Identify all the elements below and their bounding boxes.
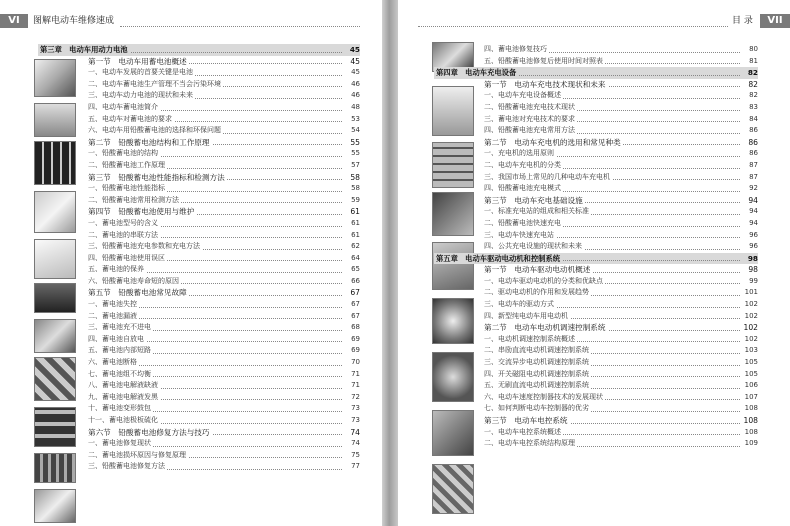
toc-page-number: 82 xyxy=(741,90,758,102)
toc-entry-title: 八、蓄电池电解液缺液 xyxy=(88,380,160,392)
toc-page-number: 92 xyxy=(741,183,758,195)
toc-entry-title: 七、蓄电池组不均衡 xyxy=(88,369,153,381)
toc-item-row[interactable] xyxy=(484,438,758,450)
toc-page-number: 67 xyxy=(343,299,360,311)
toc-item-row[interactable] xyxy=(88,125,360,137)
toc-item-row[interactable] xyxy=(88,450,360,462)
toc-section-row[interactable] xyxy=(484,137,758,149)
toc-item-row[interactable] xyxy=(484,160,758,172)
toc-entry-title: 四、铅酸蓄电池充电模式 xyxy=(484,183,563,195)
toc-entry-title: 三、我国市场上常见的几种电动车充电机 xyxy=(484,172,612,184)
toc-page-number: 94 xyxy=(741,206,758,218)
toc-entry-title: 三、交流异步电动机调速控制系统 xyxy=(484,357,591,369)
toc-page-number: 86 xyxy=(741,125,758,137)
toc-entry-title: 第一节 电动车充电技术现状和未来 xyxy=(484,79,606,89)
toc-page-number: 98 xyxy=(741,253,758,265)
toc-chapter-row[interactable] xyxy=(38,44,360,56)
toc-entry-title: 第三节 电动车电控系统 xyxy=(484,416,568,425)
toc-item-row[interactable] xyxy=(484,241,758,253)
toc-page-number: 45 xyxy=(343,56,360,68)
toc-item-row[interactable] xyxy=(484,44,758,56)
toc-page-number: 94 xyxy=(741,218,758,230)
toc-page-number: 101 xyxy=(741,287,758,299)
toc-entry-title: 二、铅酸蓄电池工作原理 xyxy=(88,160,167,172)
toc-page-number: 87 xyxy=(741,160,758,172)
toc-section-row[interactable] xyxy=(88,172,360,184)
toc-entry-title: 一、电动车发展的首要关键是电池 xyxy=(88,67,195,79)
toc-entry-title: 一、铅酸蓄电池性能指标 xyxy=(88,183,167,195)
right-toc xyxy=(434,44,758,450)
toc-page-number: 57 xyxy=(343,160,360,172)
toc-page-number: 99 xyxy=(741,276,758,288)
book-title: 图解电动车维修速成 xyxy=(33,16,115,26)
toc-entry-title: 第二节 电动车电动机调速控制系统 xyxy=(484,323,606,333)
toc-page-number: 83 xyxy=(741,102,758,114)
toc-entry-title: 第二节 铅酸蓄电池结构和工作原理 xyxy=(88,137,210,147)
toc-entry-title: 二、蓄电池漏液 xyxy=(88,311,139,323)
toc-page-number: 71 xyxy=(343,380,360,392)
toc-entry-title: 一、铅酸蓄电池的结构 xyxy=(88,148,160,160)
toc-item-row[interactable] xyxy=(88,403,360,415)
toc-page-number: 102 xyxy=(741,311,758,323)
toc-chapter-row[interactable] xyxy=(434,67,758,79)
left-page-number: VI xyxy=(0,14,28,28)
toc-entry-title: 四、铅酸蓄电池充电常用方法 xyxy=(484,125,577,137)
toc-item-row[interactable] xyxy=(88,392,360,404)
toc-page-number: 58 xyxy=(343,172,360,184)
toc-entry-title: 七、如何判断电动车控制器的优劣 xyxy=(484,403,591,415)
toc-section-row[interactable] xyxy=(88,137,360,149)
toc-page-number: 68 xyxy=(343,322,360,334)
toc-page-number: 105 xyxy=(741,357,758,369)
toc-item-row[interactable] xyxy=(484,403,758,415)
toc-entry-title: 一、蓄电池失控 xyxy=(88,299,139,311)
toc-section-row[interactable] xyxy=(484,322,758,334)
toc-entry-title: 第三节 铅酸蓄电池性能指标和检测方法 xyxy=(88,172,225,182)
toc-entry-title: 四、蓄电池自放电 xyxy=(88,334,146,346)
toc-entry-title: 第四章 电动车充电设备 xyxy=(436,68,517,78)
toc-item-row[interactable] xyxy=(88,276,360,288)
toc-page-number: 67 xyxy=(343,311,360,323)
toc-section-row[interactable] xyxy=(88,287,360,299)
toc-entry-title: 五、蓄电池内部短路 xyxy=(88,345,153,357)
toc-item-row[interactable] xyxy=(88,148,360,160)
toc-page-number: 65 xyxy=(343,264,360,276)
toc-item-row[interactable] xyxy=(88,90,360,102)
toc-page-number: 82 xyxy=(741,79,758,91)
toc-page-number: 66 xyxy=(343,276,360,288)
toc-page-number: 48 xyxy=(343,102,360,114)
toc-page-number: 46 xyxy=(343,90,360,102)
toc-entry-title: 三、电动车快速充电站 xyxy=(484,230,556,242)
toc-item-row[interactable] xyxy=(484,276,758,288)
toc-entry-title: 一、电动机调速控制系统概述 xyxy=(484,334,577,346)
control-board-photo-icon xyxy=(432,464,474,514)
toc-entry-title: 五、电动车对蓄电池的要求 xyxy=(88,114,174,126)
toc-item-row[interactable] xyxy=(88,311,360,323)
toc-item-row[interactable] xyxy=(484,125,758,137)
toc-page-number: 67 xyxy=(343,287,360,299)
toc-item-row[interactable] xyxy=(484,345,758,357)
toc-item-row[interactable] xyxy=(484,218,758,230)
toc-entry-title: 一、电动车驱动电动机的分类和优缺点 xyxy=(484,276,605,288)
toc-page-number: 69 xyxy=(343,334,360,346)
toc-page-number: 45 xyxy=(343,44,360,56)
left-toc xyxy=(38,44,360,473)
toc-item-row[interactable] xyxy=(88,369,360,381)
toc-entry-title: 一、蓄电池修复现状 xyxy=(88,438,153,450)
toc-page-number: 59 xyxy=(343,195,360,207)
toc-item-row[interactable] xyxy=(484,230,758,242)
toc-item-row[interactable] xyxy=(88,299,360,311)
toc-page-number: 64 xyxy=(343,253,360,265)
toc-entry-title: 三、蓄电池充不进电 xyxy=(88,322,153,334)
toc-page-number: 46 xyxy=(343,79,360,91)
toc-section-row[interactable] xyxy=(88,427,360,439)
toc-item-row[interactable] xyxy=(88,322,360,334)
toc-page-number: 74 xyxy=(343,438,360,450)
toc-section-row[interactable] xyxy=(484,264,758,276)
right-page xyxy=(398,0,790,526)
toc-page-number: 61 xyxy=(343,206,360,218)
toc-page-number: 69 xyxy=(343,345,360,357)
toc-section-row[interactable] xyxy=(484,195,758,207)
toc-page-number: 94 xyxy=(741,195,758,207)
toc-item-row[interactable] xyxy=(88,218,360,230)
toc-item-row[interactable] xyxy=(484,357,758,369)
toc-entry-title: 第四节 铅酸蓄电池使用与维护 xyxy=(88,207,195,217)
toc-item-row[interactable] xyxy=(88,345,360,357)
toc-item-row[interactable] xyxy=(88,438,360,450)
toc-entry-title: 第一节 电动车用蓄电池概述 xyxy=(88,56,187,66)
toc-item-row[interactable] xyxy=(484,392,758,404)
toc-entry-title: 二、铅酸蓄电池快速充电 xyxy=(484,218,563,230)
toc-page-number: 74 xyxy=(343,427,360,439)
toc-entry-title: 六、蓄电池断格 xyxy=(88,357,139,369)
toc-item-row[interactable] xyxy=(88,253,360,265)
toc-page-number: 77 xyxy=(343,461,360,473)
toc-entry-title: 二、铅酸蓄电池常用检测方法 xyxy=(88,195,181,207)
toc-item-row[interactable] xyxy=(88,380,360,392)
toc-item-row[interactable] xyxy=(88,160,360,172)
toc-page-number: 86 xyxy=(741,137,758,149)
toc-item-row[interactable] xyxy=(484,369,758,381)
toc-entry-title: 四、开关磁阻电动机调速控制系统 xyxy=(484,369,591,381)
toc-entry-title: 一、蓄电池型号的含义 xyxy=(88,218,160,230)
toc-entry-title: 九、蓄电池电解液发黑 xyxy=(88,392,160,404)
toc-page-number: 55 xyxy=(343,148,360,160)
toc-entry-title: 十一、蓄电池极板硫化 xyxy=(88,415,160,427)
contents-label: 目 录 xyxy=(732,16,753,26)
toc-page-number: 108 xyxy=(741,403,758,415)
toc-entry-title: 第二节 电动车充电机的选用和常见种类 xyxy=(484,137,621,147)
left-page xyxy=(0,0,382,526)
toc-item-row[interactable] xyxy=(484,206,758,218)
toc-page-number: 80 xyxy=(741,44,758,56)
toc-entry-title: 六、电动车用铅酸蓄电池的选择和环保问题 xyxy=(88,125,223,137)
toc-item-row[interactable] xyxy=(484,114,758,126)
toc-entry-title: 二、电动车电控系统结构原理 xyxy=(484,438,577,450)
toc-page-number: 102 xyxy=(741,322,758,334)
toc-page-number: 108 xyxy=(741,415,758,427)
toc-entry-title: 二、铅酸蓄电池充电技术现状 xyxy=(484,102,577,114)
toc-page-number: 81 xyxy=(741,56,758,68)
toc-item-row[interactable] xyxy=(484,183,758,195)
toc-entry-title: 四、公共充电设施的现状和未来 xyxy=(484,241,584,253)
toc-item-row[interactable] xyxy=(484,172,758,184)
toc-entry-title: 二、蓄电池损坏原因与修复原理 xyxy=(88,450,188,462)
toc-page-number: 86 xyxy=(741,148,758,160)
toc-item-row[interactable] xyxy=(484,287,758,299)
toc-item-row[interactable] xyxy=(88,264,360,276)
toc-entry-title: 第三章 电动车用动力电池 xyxy=(40,45,128,54)
toc-entry-title: 三、蓄电池对充电技术的要求 xyxy=(484,114,577,126)
toc-entry-title: 五、无刷直流电动机调速控制系统 xyxy=(484,380,591,392)
toc-entry-title: 三、铅酸蓄电池充电参数和充电方法 xyxy=(88,241,202,253)
toc-entry-title: 二、串励直流电动机调速控制系统 xyxy=(484,345,591,357)
toc-page-number: 61 xyxy=(343,230,360,242)
right-page-number: VII xyxy=(760,14,790,28)
toc-section-row[interactable] xyxy=(88,56,360,68)
toc-page-number: 96 xyxy=(741,230,758,242)
toc-page-number: 87 xyxy=(741,172,758,184)
toc-entry-title: 三、电动车的驱动方式 xyxy=(484,299,556,311)
toc-item-row[interactable] xyxy=(484,90,758,102)
toc-entry-title: 四、蓄电池修复技巧 xyxy=(484,44,549,56)
toc-entry-title: 一、充电机的选用原则 xyxy=(484,148,556,160)
toc-entry-title: 第六节 铅酸蓄电池修复方法与技巧 xyxy=(88,427,210,437)
toc-page-number: 71 xyxy=(343,369,360,381)
toc-page-number: 61 xyxy=(343,218,360,230)
toc-entry-title: 六、电动车速度控制器技术的发展现状 xyxy=(484,392,605,404)
toc-entry-title: 二、蓄电池的串联方法 xyxy=(88,230,160,242)
toc-entry-title: 第五章 电动车驱动电动机和控制系统 xyxy=(436,253,561,263)
toc-item-row[interactable] xyxy=(484,380,758,392)
toc-page-number: 75 xyxy=(343,450,360,462)
toc-entry-title: 二、电动车充电机的分类 xyxy=(484,160,563,172)
toc-entry-title: 五、铅酸蓄电池修复后使用时间对照表 xyxy=(484,56,605,68)
toc-page-number: 107 xyxy=(741,392,758,404)
toc-item-row[interactable] xyxy=(484,148,758,160)
toc-item-row[interactable] xyxy=(88,79,360,91)
toc-section-row[interactable] xyxy=(88,206,360,218)
toc-chapter-row[interactable] xyxy=(434,253,758,265)
toc-item-row[interactable] xyxy=(88,67,360,79)
left-page-header xyxy=(0,14,382,28)
toc-section-row[interactable] xyxy=(484,415,758,427)
toc-item-row[interactable] xyxy=(484,56,758,68)
toc-page-number: 58 xyxy=(343,183,360,195)
toc-item-row[interactable] xyxy=(88,461,360,473)
toc-page-number: 82 xyxy=(741,67,758,79)
toc-page-number: 98 xyxy=(741,264,758,276)
toc-item-row[interactable] xyxy=(88,241,360,253)
toc-item-row[interactable] xyxy=(484,299,758,311)
toc-page-number: 62 xyxy=(343,241,360,253)
toc-item-row[interactable] xyxy=(484,334,758,346)
toc-entry-title: 四、新型纯电动车用电动机 xyxy=(484,311,570,323)
toc-item-row[interactable] xyxy=(88,357,360,369)
toc-section-row[interactable] xyxy=(484,79,758,91)
toc-entry-title: 二、驱动电动机的作用和发展趋势 xyxy=(484,287,591,299)
toc-item-row[interactable] xyxy=(88,183,360,195)
book-spine xyxy=(382,0,398,526)
toc-page-number: 45 xyxy=(343,67,360,79)
toc-entry-title: 十、蓄电池变形鼓包 xyxy=(88,403,153,415)
right-page-header xyxy=(398,14,790,28)
toc-entry-title: 第五节 铅酸蓄电池常见故障 xyxy=(88,288,187,298)
toc-page-number: 102 xyxy=(741,334,758,346)
toc-entry-title: 五、蓄电池的保养 xyxy=(88,264,146,276)
toc-item-row[interactable] xyxy=(484,311,758,323)
toc-item-row[interactable] xyxy=(88,114,360,126)
toc-page-number: 54 xyxy=(343,125,360,137)
toc-page-number: 73 xyxy=(343,403,360,415)
toc-entry-title: 六、铅酸蓄电池寿命短的原因 xyxy=(88,276,181,288)
toc-page-number: 73 xyxy=(343,415,360,427)
toc-page-number: 105 xyxy=(741,369,758,381)
toc-page-number: 102 xyxy=(741,299,758,311)
toc-item-row[interactable] xyxy=(484,102,758,114)
toc-page-number: 108 xyxy=(741,427,758,439)
toc-item-row[interactable] xyxy=(484,427,758,439)
toc-entry-title: 一、电动车充电设备概述 xyxy=(484,90,563,102)
toc-entry-title: 三、铅酸蓄电池修复方法 xyxy=(88,461,167,473)
toc-entry-title: 一、电动车电控系统概述 xyxy=(484,427,563,439)
toc-entry-title: 二、电动车蓄电池生产管理不当会污染环境 xyxy=(88,79,223,91)
toc-page-number: 106 xyxy=(741,380,758,392)
toc-entry-title: 第一节 电动车驱动电动机概述 xyxy=(484,265,591,275)
toc-item-row[interactable] xyxy=(88,415,360,427)
toc-item-row[interactable] xyxy=(88,195,360,207)
toc-entry-title: 四、电动车蓄电池简介 xyxy=(88,102,160,114)
toc-page-number: 70 xyxy=(343,357,360,369)
toc-page-number: 109 xyxy=(741,438,758,450)
toc-page-number: 55 xyxy=(343,137,360,149)
toc-page-number: 53 xyxy=(343,114,360,126)
toc-entry-title: 第三节 电动车充电基础设施 xyxy=(484,195,583,205)
toc-item-row[interactable] xyxy=(88,102,360,114)
toc-page-number: 84 xyxy=(741,114,758,126)
toc-item-row[interactable] xyxy=(88,230,360,242)
toc-entry-title: 一、标准充电站的组成和相关标准 xyxy=(484,206,591,218)
toc-item-row[interactable] xyxy=(88,334,360,346)
toc-page-number: 72 xyxy=(343,392,360,404)
toc-entry-title: 三、电动车动力电池的现状和未来 xyxy=(88,90,195,102)
toc-page-number: 96 xyxy=(741,241,758,253)
toc-page-number: 103 xyxy=(741,345,758,357)
toc-entry-title: 四、铅酸蓄电池使用误区 xyxy=(88,253,167,265)
repair-tools-photo-icon xyxy=(34,489,76,523)
